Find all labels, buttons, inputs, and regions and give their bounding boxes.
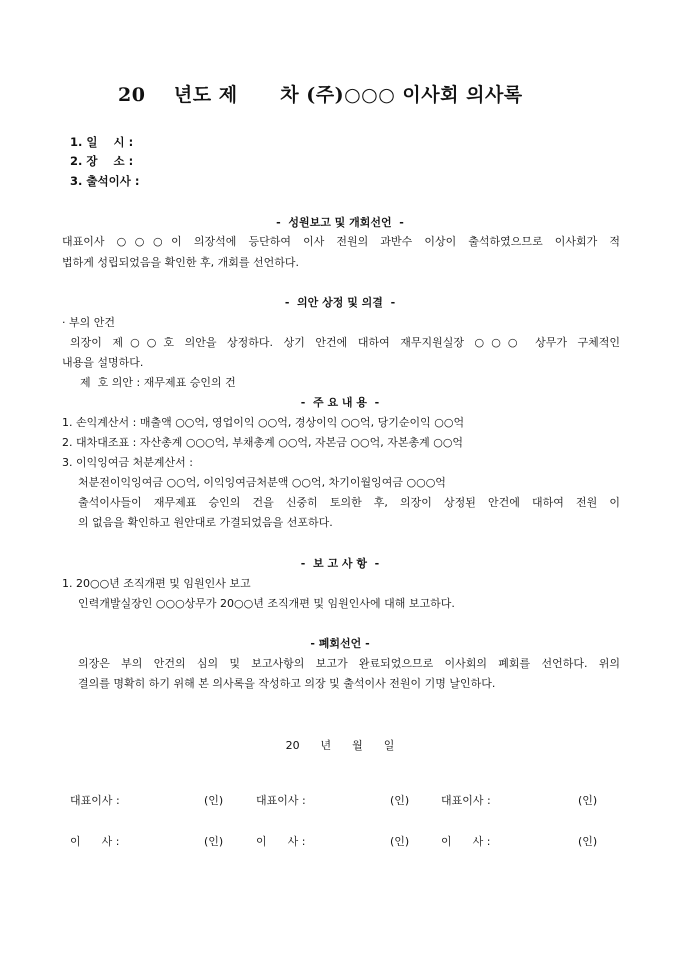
document-title: 20 년도 제 차 (주)○○○ 이사회 의사록 xyxy=(118,84,523,106)
agenda-line-2: 내용을 설명하다. xyxy=(62,356,144,369)
closing-line-1: 의장은 부의 안건의 심의 및 보고사항의 보고가 완료되었으므로 이사회의 폐회를 선언하다. 위의 xyxy=(78,657,620,670)
signature-label: 대표이사 : xyxy=(441,794,491,807)
main-item-1: 1. 손익계산서 : 매출액 ○○억, 영업이익 ○○억, 경상이익 ○○억, 당기순이익 ○○억 xyxy=(62,416,465,429)
main-item-3: 3. 이익잉여금 처분계산서 : xyxy=(62,456,193,469)
info-attendees: 3. 출석이사 : xyxy=(70,174,140,188)
signature-seal: (인) xyxy=(204,794,224,807)
resolution-line-1: 출석이사들이 재무제표 승인의 건을 신중히 토의한 후, 의장이 상정된 안건에 대하여 전원 이 xyxy=(78,496,620,509)
opening-line-1: 대표이사 ○○○이 의장석에 등단하여 이사 전원의 과반수 이상이 출석하였으므로 이사회가 적 xyxy=(62,235,620,248)
signature-label: 이 사 : xyxy=(256,835,306,848)
report-item: 1. 20○○년 조직개편 및 임원인사 보고 xyxy=(62,577,251,590)
resolution-line-2: 의 없음을 확인하고 원안대로 가결되었음을 선포하다. xyxy=(78,516,333,529)
section-heading-opening: - 성원보고 및 개회선언 - xyxy=(276,216,404,229)
opening-line-2: 법하게 성립되었음을 확인한 후, 개회를 선언하다. xyxy=(62,256,299,269)
closing-line-2: 결의를 명확히 하기 위해 본 의사록을 작성하고 의장 및 출석이사 전원이 기명 날인하다. xyxy=(78,677,496,690)
signature-label: 이 사 : xyxy=(441,835,491,848)
main-item-2: 2. 대차대조표 : 자산총계 ○○○억, 부채총계 ○○억, 자본금 ○○억, 자본총계 ○○억 xyxy=(62,436,464,449)
date-line: 20 년 월 일 xyxy=(285,739,395,752)
agenda-item-title: 제 호 의안 : 재무제표 승인의 건 xyxy=(80,376,236,389)
signature-seal: (인) xyxy=(390,835,410,848)
agenda-line-1: 의장이 제○○호 의안을 상정하다. 상기 안건에 대하여 재무지원실장 ○○○ 상무가 구체적인 xyxy=(70,336,620,349)
section-heading-agenda: - 의안 상정 및 의결 - xyxy=(284,296,396,309)
signature-seal: (인) xyxy=(204,835,224,848)
info-place: 2. 장 소 : xyxy=(70,154,134,168)
signature-label: 대표이사 : xyxy=(70,794,120,807)
report-detail: 인력개발실장인 ○○○상무가 20○○년 조직개편 및 임원인사에 대해 보고하다. xyxy=(78,597,455,610)
signature-seal: (인) xyxy=(578,794,598,807)
agenda-bullet: · 부의 안건 xyxy=(62,316,115,329)
section-heading-closing: - 폐회선언 - xyxy=(310,637,370,650)
section-heading-main-content: - 주 요 내 용 - xyxy=(300,396,380,409)
info-date: 1. 일 시 : xyxy=(70,135,134,149)
signature-seal: (인) xyxy=(578,835,598,848)
section-heading-report: - 보 고 사 항 - xyxy=(300,557,380,570)
signature-label: 이 사 : xyxy=(70,835,120,848)
signature-seal: (인) xyxy=(390,794,410,807)
main-item-3-detail: 처분전이익잉여금 ○○억, 이익잉여금처분액 ○○억, 차기이월잉여금 ○○○억 xyxy=(78,476,446,489)
signature-label: 대표이사 : xyxy=(256,794,306,807)
